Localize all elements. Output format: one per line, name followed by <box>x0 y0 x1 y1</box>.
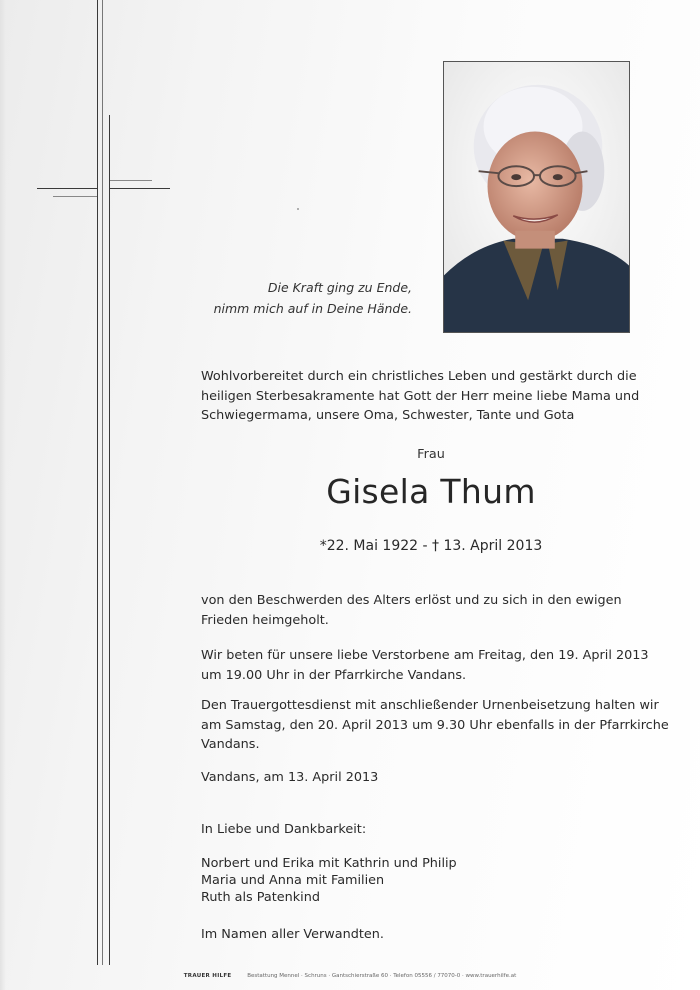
salutation: Frau <box>417 447 445 462</box>
motto-line: Die Kraft ging zu Ende, <box>267 280 412 295</box>
cross-vertical-line <box>109 115 110 965</box>
motto-line: nimm mich auf in Deine Hände. <box>213 301 412 316</box>
paragraph-funeral-service: Den Trauergottesdienst mit anschließender Urnenbeisetzung halten wir am Samstag, den 20. April 2013 um 9.30 Uhr ebenfalls in der Pfarrkirche Vandans. <box>201 698 669 752</box>
closing-line: In Liebe und Dankbarkeit: <box>201 822 367 837</box>
cross-horizontal-line <box>53 196 97 197</box>
paragraph-prayer: Wir beten für unsere liebe Verstorbene am Freitag, den 19. April 2013 um 19.00 Uhr in der Pfarrkirche Vandans. <box>201 648 649 683</box>
life-dates: *22. Mai 1922 - † 13. April 2013 <box>319 538 543 554</box>
signer-line: Ruth als Patenkind <box>201 890 320 905</box>
footer-brand: TRAUER HILFE <box>183 973 232 979</box>
page-edge-shadow <box>0 0 6 990</box>
family-line: Im Namen aller Verwandten. <box>201 927 384 942</box>
decorative-dot <box>297 208 299 210</box>
signers-list <box>201 855 671 906</box>
signer-line: Maria und Anna mit Familien <box>201 873 385 888</box>
cross-vertical-line <box>102 0 103 965</box>
paragraph-peace: von den Beschwerden des Alters erlöst und zu sich in den ewigen Frieden heimgeholt. <box>201 593 622 628</box>
place-date: Vandans, am 13. April 2013 <box>201 770 379 785</box>
signer-line: Norbert und Erika mit Kathrin und Philip <box>201 856 457 871</box>
intro-paragraph: Wohlvorbereitet durch ein christliches Leben und gestärkt durch die heiligen Sterbesakramente hat Gott der Herr meine liebe Mama und Schwiegermama, unsere Oma, Schwester, Tante und Gota <box>201 369 640 423</box>
portrait-photo <box>443 61 630 333</box>
portrait-illustration <box>444 62 629 332</box>
cross-horizontal-line <box>37 188 97 189</box>
footer-contact: Bestattung Mennel · Schruns · Gantschierstraße 60 · Telefon 05556 / 77070-0 · www.trauerhilfe.at <box>247 973 517 979</box>
footer <box>0 973 700 979</box>
cross-horizontal-line <box>110 180 152 181</box>
motto-verse <box>162 277 412 319</box>
cross-vertical-line <box>97 0 98 965</box>
cross-horizontal-line <box>110 188 170 189</box>
deceased-name: Gisela Thum <box>326 472 536 511</box>
